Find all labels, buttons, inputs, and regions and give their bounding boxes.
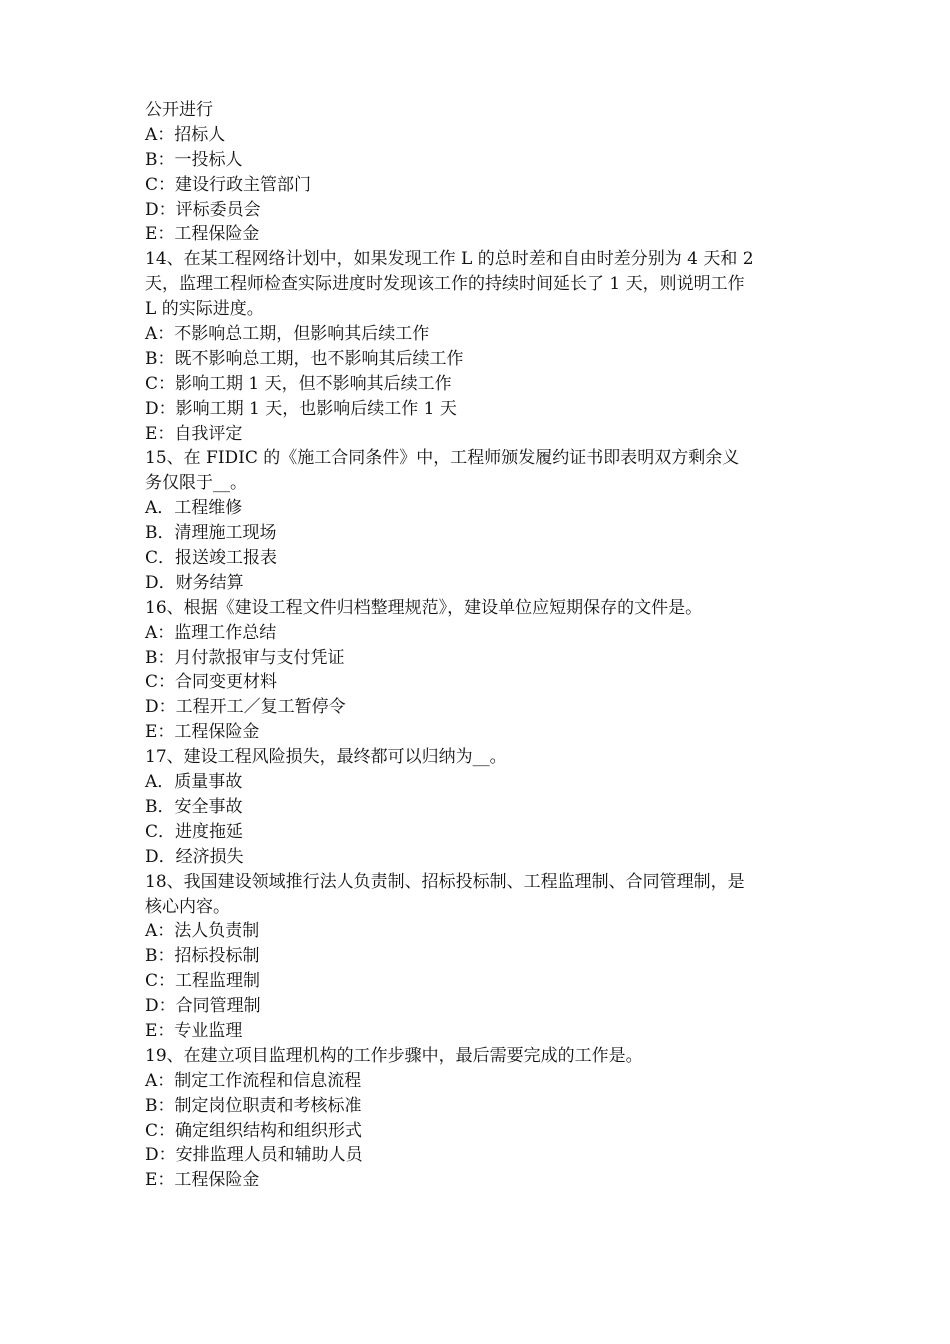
question-14-line-2: 天，监理工程师检查实际进度时发现该工作的持续时间延长了 1 天，则说明工作 (145, 274, 745, 295)
question-18-line-2: 核心内容。 (145, 896, 230, 917)
question-16-option-b: B：月付款报审与支付凭证 (145, 647, 345, 668)
question-17-option-a: A．质量事故 (145, 772, 243, 793)
question-15-line-1: 15、在 FIDIC 的《施工合同条件》中，工程师颁发履约证书即表明双方剩余义 (145, 448, 740, 469)
question-14-option-b: B：既不影响总工期，也不影响其后续工作 (145, 348, 464, 369)
question-17-option-c: C．进度拖延 (145, 821, 244, 842)
lead-option-a: A：招标人 (145, 124, 226, 145)
question-16-option-d: D：工程开工／复工暂停令 (145, 697, 346, 718)
question-19-option-e: E：工程保险金 (145, 1170, 260, 1191)
question-14-line-1: 14、在某工程网络计划中，如果发现工作 L 的总时差和自由时差分别为 4 天和 2 (145, 249, 754, 270)
lead-option-d: D：评标委员会 (145, 199, 261, 220)
question-17-option-b: B．安全事故 (145, 796, 243, 817)
question-14-option-a: A：不影响总工期，但影响其后续工作 (145, 324, 430, 345)
question-18-option-b: B：招标投标制 (145, 946, 260, 967)
document-page (145, 98, 817, 1193)
question-15-option-a: A．工程维修 (145, 498, 243, 519)
question-18-line-1: 18、我国建设领域推行法人负责制、招标投标制、工程监理制、合同管理制，是 (145, 871, 745, 892)
question-19-option-c: C：确定组织结构和组织形式 (145, 1120, 363, 1141)
question-16-line-1: 16、根据《建设工程文件归档整理规范》，建设单位应短期保存的文件是。 (145, 597, 703, 618)
question-16-option-c: C：合同变更材料 (145, 672, 278, 693)
question-19-option-b: B：制定岗位职责和考核标准 (145, 1095, 362, 1116)
question-15-option-d: D．财务结算 (145, 572, 244, 593)
question-18-option-d: D：合同管理制 (145, 996, 261, 1017)
question-14-option-c: C：影响工期 1 天，但不影响其后续工作 (145, 373, 452, 394)
question-18-option-e: E：专业监理 (145, 1020, 243, 1041)
question-15-option-c: C．报送竣工报表 (145, 548, 278, 569)
question-16-option-e: E：工程保险金 (145, 722, 260, 743)
question-15-option-b: B．清理施工现场 (145, 523, 277, 544)
question-18-option-c: C：工程监理制 (145, 971, 261, 992)
question-19-option-d: D：安排监理人员和辅助人员 (145, 1145, 363, 1166)
question-17-line-1: 17、建设工程风险损失，最终都可以归纳为__。 (145, 747, 507, 768)
question-15-line-2: 务仅限于__。 (145, 473, 247, 494)
question-17-option-d: D．经济损失 (145, 846, 244, 867)
question-14-option-d: D：影响工期 1 天，也影响后续工作 1 天 (145, 398, 457, 419)
lead-option-c: C：建设行政主管部门 (145, 174, 312, 195)
lead-option-b: B：一投标人 (145, 149, 243, 170)
question-18-option-a: A：法人负责制 (145, 921, 260, 942)
lead-text: 公开进行 (145, 100, 213, 120)
question-14-line-3: L 的实际进度。 (145, 299, 264, 320)
question-19-line-1: 19、在建立项目监理机构的工作步骤中，最后需要完成的工作是。 (145, 1045, 643, 1066)
question-14-option-e: E：自我评定 (145, 423, 243, 444)
lead-option-e: E：工程保险金 (145, 224, 260, 245)
question-19-option-a: A：制定工作流程和信息流程 (145, 1070, 362, 1091)
question-16-option-a: A：监理工作总结 (145, 622, 277, 643)
